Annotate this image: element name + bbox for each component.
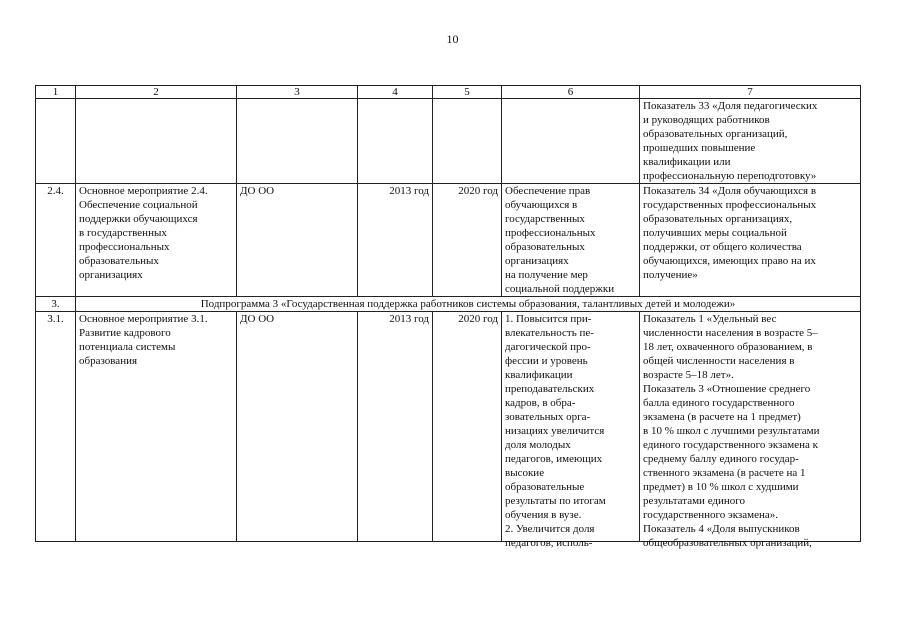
start-year-cell: 2013 год <box>358 184 433 297</box>
indicator-line: государственного экзамена». <box>643 509 779 521</box>
result-cell <box>502 99 640 184</box>
indicator-cell: Показатель 34 «Доля обучающихся в государственных профессиональных образовательных организациях, получивших меры социальной поддержки, от общего количества обучающихся, имеющих право на их получение» <box>640 184 861 297</box>
table-header-row <box>36 86 861 99</box>
executor-cell: ДО ОО <box>237 312 358 542</box>
indicator-cell <box>640 312 861 549</box>
indicator-line: в 10 % школ с лучшими результатами <box>643 425 820 437</box>
column-header: 6 <box>502 86 640 99</box>
start-year-cell: 2013 год <box>358 312 433 542</box>
indicator-line: результатами единого <box>643 495 746 507</box>
subprogram-number: 3. <box>36 297 76 312</box>
result-line: зовательных орга- <box>505 411 591 423</box>
activity-cell <box>76 99 237 184</box>
indicator-line: общеобразовательных организаций, <box>643 537 812 549</box>
row-number <box>36 99 76 184</box>
executor-cell: ДО ОО <box>237 184 358 297</box>
result-line: 2. Увеличится доля <box>505 523 595 535</box>
subprogram-title: Подпрограмма 3 «Государственная поддержка работников системы образования, талантливых детей и молодежи» <box>76 297 861 312</box>
result-line: влекательность пе- <box>505 327 594 339</box>
indicator-line: возрасте 5–18 лет». <box>643 369 734 381</box>
table-row <box>36 184 861 297</box>
activity-cell: Основное мероприятие 2.4. Обеспечение социальной поддержки обучающихся в государственных профессиональных образовательных организациях <box>76 184 237 297</box>
result-line: педагогов, имеющих <box>505 453 603 465</box>
end-year-cell: 2020 год <box>433 184 502 297</box>
result-line: квалификации <box>505 369 573 381</box>
indicator-line: единого государственного экзамена к <box>643 439 818 451</box>
column-header: 5 <box>433 86 502 99</box>
table-row <box>36 312 861 542</box>
indicator-line: экзамена (в расчете на 1 предмет) <box>643 411 801 423</box>
result-line: доля молодых <box>505 439 571 451</box>
activity-cell: Основное мероприятие 3.1. Развитие кадрового потенциала системы образования <box>76 312 237 542</box>
page-number: 10 <box>446 32 459 46</box>
row-number: 3.1. <box>36 312 76 542</box>
indicator-line: Показатель 1 «Удельный вес <box>643 313 777 325</box>
indicator-line: предмет) в 10 % школ с худшими <box>643 481 799 493</box>
result-line: преподавательских <box>505 383 595 395</box>
result-line: фессии и уровень <box>505 355 588 367</box>
start-year-cell <box>358 99 433 184</box>
result-line: дагогической про- <box>505 341 591 353</box>
indicator-line: общей численности населения в <box>643 355 795 367</box>
indicator-line: Показатель 3 «Отношение среднего <box>643 383 811 395</box>
column-header: 2 <box>76 86 237 99</box>
column-header: 4 <box>358 86 433 99</box>
column-header: 3 <box>237 86 358 99</box>
indicator-line: балла единого государственного <box>643 397 795 409</box>
indicator-line: среднему баллу единого государ- <box>643 453 799 465</box>
indicator-line: ственного экзамена (в расчете на 1 <box>643 467 806 479</box>
result-line: обучения в вузе. <box>505 509 582 521</box>
executor-cell <box>237 99 358 184</box>
result-line: высокие <box>505 467 545 479</box>
program-table <box>35 85 861 549</box>
result-cell: Обеспечение прав обучающихся в государственных профессиональных образовательных организациях на получение мер социальной поддержки <box>502 184 640 297</box>
end-year-cell <box>433 99 502 184</box>
indicator-line: 18 лет, охваченного образованием, в <box>643 341 813 353</box>
result-line: кадров, в обра- <box>505 397 576 409</box>
result-line: образовательные <box>505 481 585 493</box>
indicator-line: численности населения в возрасте 5– <box>643 327 818 339</box>
result-line: педагогов, исполь- <box>505 537 593 549</box>
end-year-cell: 2020 год <box>433 312 502 542</box>
indicator-line: Показатель 4 «Доля выпускников <box>643 523 800 535</box>
result-line: результаты по итогам <box>505 495 606 507</box>
row-number: 2.4. <box>36 184 76 297</box>
result-line: 1. Повысится при- <box>505 313 592 325</box>
column-header: 7 <box>640 86 861 99</box>
indicator-cell: Показатель 33 «Доля педагогических и руководящих работников образовательных организаций, прошедших повышение квалификации или профессиональную переподготовку» <box>640 99 861 184</box>
column-header: 1 <box>36 86 76 99</box>
table-row <box>36 99 861 184</box>
result-line: низациях увеличится <box>505 425 605 437</box>
subprogram-row <box>36 297 861 312</box>
result-cell <box>502 312 640 549</box>
